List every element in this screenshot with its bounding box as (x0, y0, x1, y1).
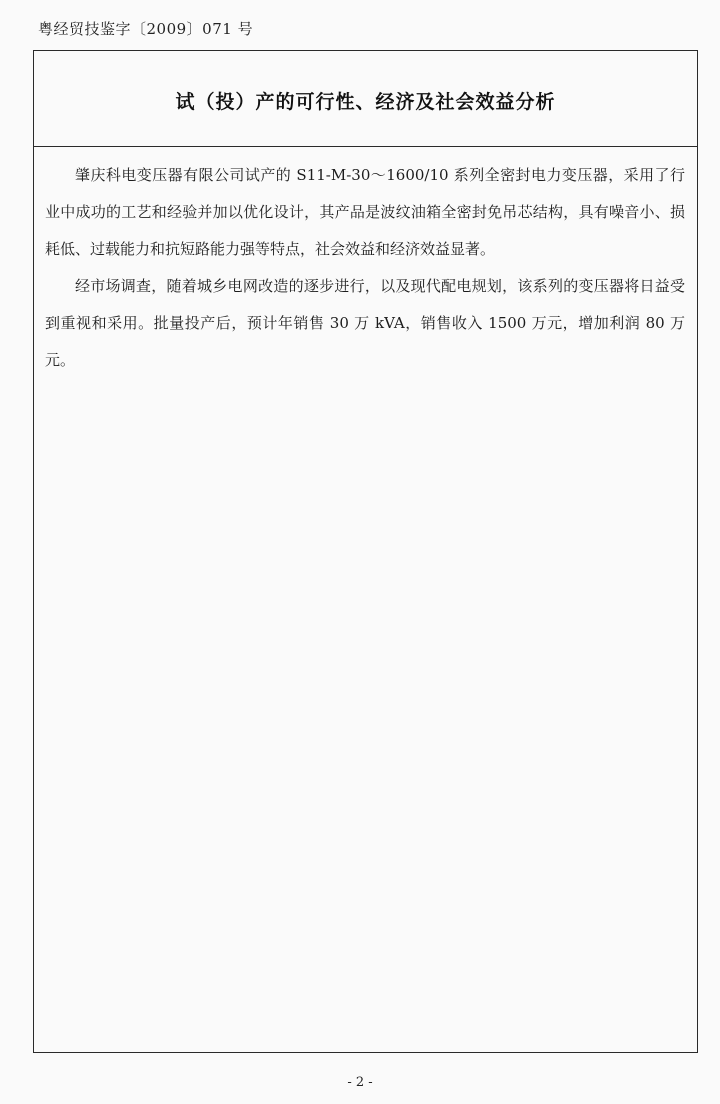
analysis-form-box (33, 50, 698, 1053)
page-number: - 2 - (347, 1075, 373, 1090)
analysis-body (45, 157, 685, 379)
title-row (34, 51, 697, 147)
paragraph-product-description: 肇庆科电变压器有限公司试产的 S11-M-30～1600/10 系列全密封电力变压器，采用了行业中成功的工艺和经验并加以优化设计，其产品是波纹油箱全密封免吊芯结构，具有噪音小、损耗低、过载能力和抗短路能力强等特点，社会效益和经济效益显著。 (45, 166, 685, 258)
form-title: 试（投）产的可行性、经济及社会效益分析 (175, 91, 556, 113)
document-number: 粤经贸技鉴字〔2009〕071 号 (38, 20, 254, 38)
paragraph-market-forecast: 经市场调查，随着城乡电网改造的逐步进行，以及现代配电规划，该系列的变压器将日益受到重视和采用。批量投产后，预计年销售 30 万 kVA，销售收入 1500 万元，增加利润 80 万元。 (45, 277, 685, 369)
